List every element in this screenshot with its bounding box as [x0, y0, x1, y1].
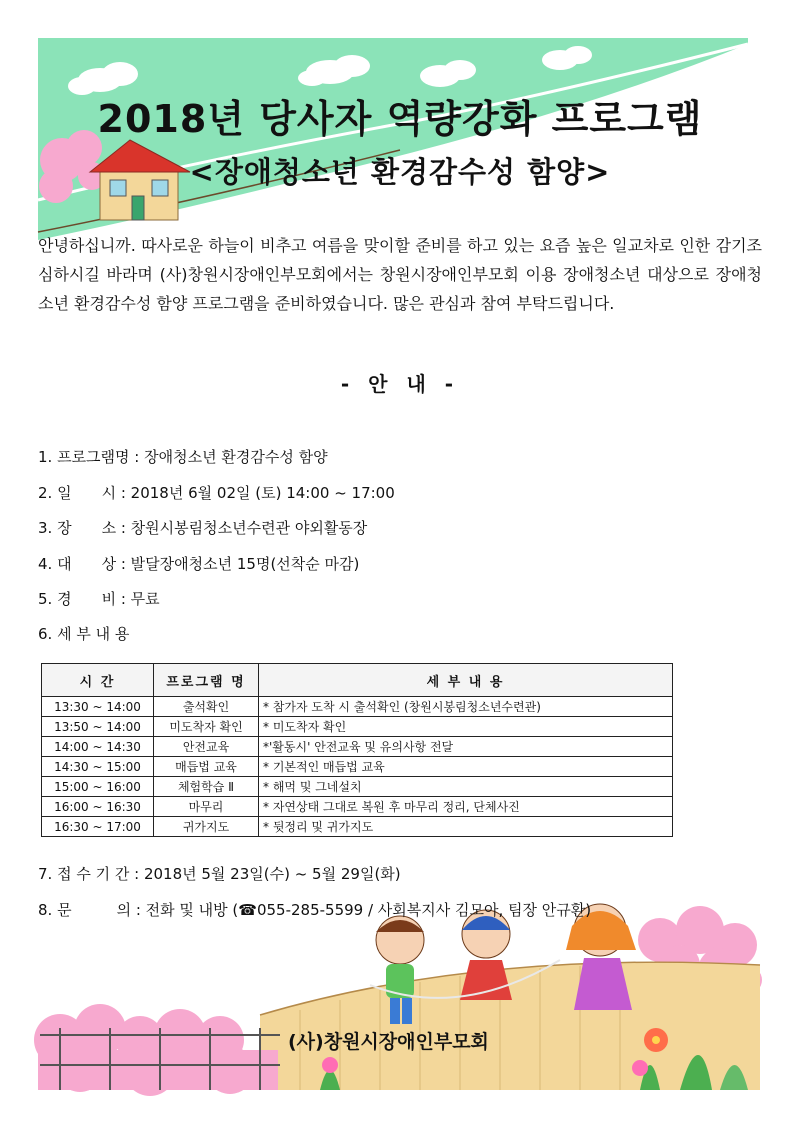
cell-program: 귀가지도 — [154, 817, 259, 837]
table-row — [42, 737, 673, 757]
info-label: 7. 접 수 기 간 : — [38, 865, 140, 883]
info-value: 장애청소년 환경감수성 함양 — [144, 448, 328, 466]
info-label: 1. 프로그램명 : — [38, 448, 140, 466]
cell-details: * 자연상태 그대로 복원 후 마무리 정리, 단체사진 — [259, 797, 673, 817]
table-row — [42, 797, 673, 817]
cell-details: * 미도착자 확인 — [259, 717, 673, 737]
info-label: 5. 경 비 : — [38, 590, 126, 608]
table-row — [42, 717, 673, 737]
table-row — [42, 757, 673, 777]
organization-name: (사)창원시장애인부모회 — [288, 1031, 489, 1053]
info-value: 2018년 6월 02일 (토) 14:00 ~ 17:00 — [130, 484, 395, 502]
page-subtitle: <장애청소년 환경감수성 함양> — [189, 155, 611, 189]
info-value: 창원시봉림청소년수련관 야외활동장 — [130, 519, 368, 537]
info-label: 2. 일 시 : — [38, 484, 126, 502]
column-header-details: 세 부 내 용 — [259, 664, 673, 697]
info-value: 무료 — [130, 590, 160, 608]
cell-details: * 뒷정리 및 귀가지도 — [259, 817, 673, 837]
info-value: 2018년 5월 23일(수) ~ 5월 29일(화) — [143, 865, 401, 883]
cell-program: 미도착자 확인 — [154, 717, 259, 737]
cell-details: *'활동시' 안전교육 및 유의사항 전달 — [259, 737, 673, 757]
cell-program: 안전교육 — [154, 737, 259, 757]
cell-program: 마무리 — [154, 797, 259, 817]
cell-time: 16:00 ~ 16:30 — [42, 797, 154, 817]
table-row — [42, 817, 673, 837]
info-target — [38, 553, 359, 574]
info-value: 발달장애청소년 15명(선착순 마감) — [130, 555, 360, 573]
info-label: 4. 대 상 : — [38, 555, 126, 573]
cell-time: 13:30 ~ 14:00 — [42, 697, 154, 717]
info-program-name — [38, 446, 328, 467]
column-header-program: 프로그램 명 — [154, 664, 259, 697]
table-row — [42, 777, 673, 797]
intro-paragraph: 안녕하십니까. 따사로운 하늘이 비추고 여름을 맞이할 준비를 하고 있는 요즘 높은 일교차로 인한 감기조심하시길 바라며 (사)창원시장애인부모회에서는 창원시장애인부모회 이용 장애청소년 대상으로 장애청소년 환경감수성 함양 프로그램을 준비하였습니다. 많은 관심과 참여 부탁드립니다. — [38, 236, 762, 313]
table-row — [42, 697, 673, 717]
info-place — [38, 517, 367, 538]
schedule-header-row — [42, 664, 673, 697]
schedule-table — [41, 663, 673, 837]
cell-time: 15:00 ~ 16:00 — [42, 777, 154, 797]
info-label: 3. 장 소 : — [38, 519, 126, 537]
cell-details: * 해먹 및 그네설치 — [259, 777, 673, 797]
cell-program: 체험학습 Ⅱ — [154, 777, 259, 797]
footer-background-illustration — [0, 890, 800, 1131]
cell-time: 14:30 ~ 15:00 — [42, 757, 154, 777]
info-cost — [38, 588, 160, 609]
info-date — [38, 482, 395, 503]
cell-time: 13:50 ~ 14:00 — [42, 717, 154, 737]
guide-heading: - 안 내 - — [340, 372, 460, 396]
info-registration-period — [38, 863, 401, 884]
info-label: 6. 세 부 내 용 — [38, 625, 130, 643]
info-inquiry — [38, 899, 591, 920]
column-header-time: 시 간 — [42, 664, 154, 697]
info-label: 8. 문 의 : — [38, 901, 141, 919]
cell-details: * 기본적인 매듭법 교육 — [259, 757, 673, 777]
cell-program: 매듭법 교육 — [154, 757, 259, 777]
cell-details: * 참가자 도착 시 출석확인 (창원시봉림청소년수련관) — [259, 697, 673, 717]
cell-time: 14:00 ~ 14:30 — [42, 737, 154, 757]
info-details-heading — [38, 623, 129, 644]
page-title: 2018년 당사자 역량강화 프로그램 — [97, 97, 703, 141]
cell-time: 16:30 ~ 17:00 — [42, 817, 154, 837]
info-value: 전화 및 내방 (☎055-285-5599 / 사회복지사 김모아, 팀장 안규환) — [145, 901, 592, 919]
cell-program: 출석확인 — [154, 697, 259, 717]
